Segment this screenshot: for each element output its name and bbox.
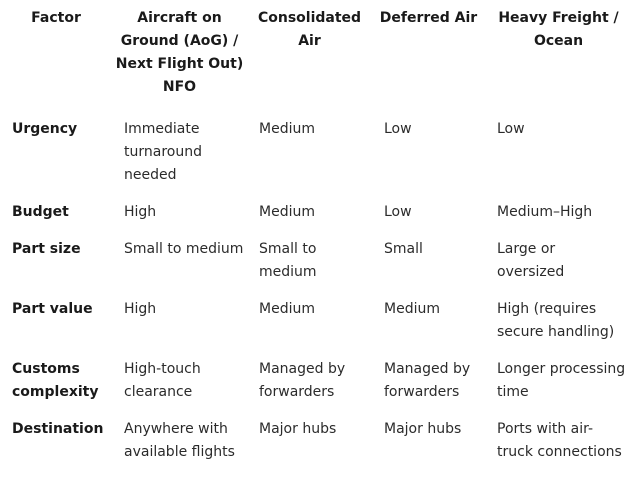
header-consolidated-air: Consolidated Air (257, 10, 362, 49)
deferred-cell: Major hubs (384, 421, 462, 437)
factor-cell: Customs complexity (12, 361, 99, 400)
header-factor: Factor (31, 10, 81, 26)
factor-cell: Destination (12, 421, 104, 437)
deferred-cell: Medium (384, 301, 440, 317)
deferred-cell: Low (384, 121, 412, 137)
heavy-cell: Low (497, 121, 525, 137)
heavy-cell: Longer processing time (497, 361, 626, 400)
deferred-cell: Low (384, 204, 412, 220)
consolidated-cell: Small to medium (259, 241, 317, 280)
aog-cell: Small to medium (124, 241, 244, 257)
factor-cell: Urgency (12, 121, 78, 137)
heavy-cell: Ports with air-truck connections (497, 421, 622, 460)
consolidated-cell: Medium (259, 121, 315, 137)
heavy-cell: High (requires secure handling) (497, 301, 615, 340)
table-body (0, 118, 632, 478)
heavy-cell: Large or oversized (497, 241, 565, 280)
aog-cell: Immediate turnaround needed (124, 121, 202, 183)
factor-cell: Budget (12, 204, 69, 220)
consolidated-cell: Major hubs (259, 421, 337, 437)
heavy-cell: Medium–High (497, 204, 593, 220)
table-row (0, 298, 632, 358)
table-row (0, 201, 632, 238)
deferred-cell: Managed by forwarders (384, 361, 471, 400)
aog-cell: High (124, 204, 157, 220)
header-deferred-air: Deferred Air (379, 10, 478, 26)
consolidated-cell: Medium (259, 301, 315, 317)
aog-cell: Anywhere with available flights (124, 421, 235, 460)
header-aog-nfo: Aircraft on Ground (AoG) / Next Flight Out) NFO (115, 10, 244, 95)
header-heavy-freight-ocean: Heavy Freight / Ocean (498, 10, 619, 49)
table-header (0, 0, 632, 118)
factor-cell: Part size (12, 241, 81, 257)
table-row (0, 358, 632, 418)
aog-cell: High-touch clearance (124, 361, 201, 400)
consolidated-cell: Medium (259, 204, 315, 220)
table-row (0, 238, 632, 298)
header-row (0, 0, 632, 118)
table-row (0, 418, 632, 478)
factor-cell: Part value (12, 301, 93, 317)
aog-cell: High (124, 301, 157, 317)
deferred-cell: Small (384, 241, 423, 257)
table-row (0, 118, 632, 201)
consolidated-cell: Managed by forwarders (259, 361, 346, 400)
